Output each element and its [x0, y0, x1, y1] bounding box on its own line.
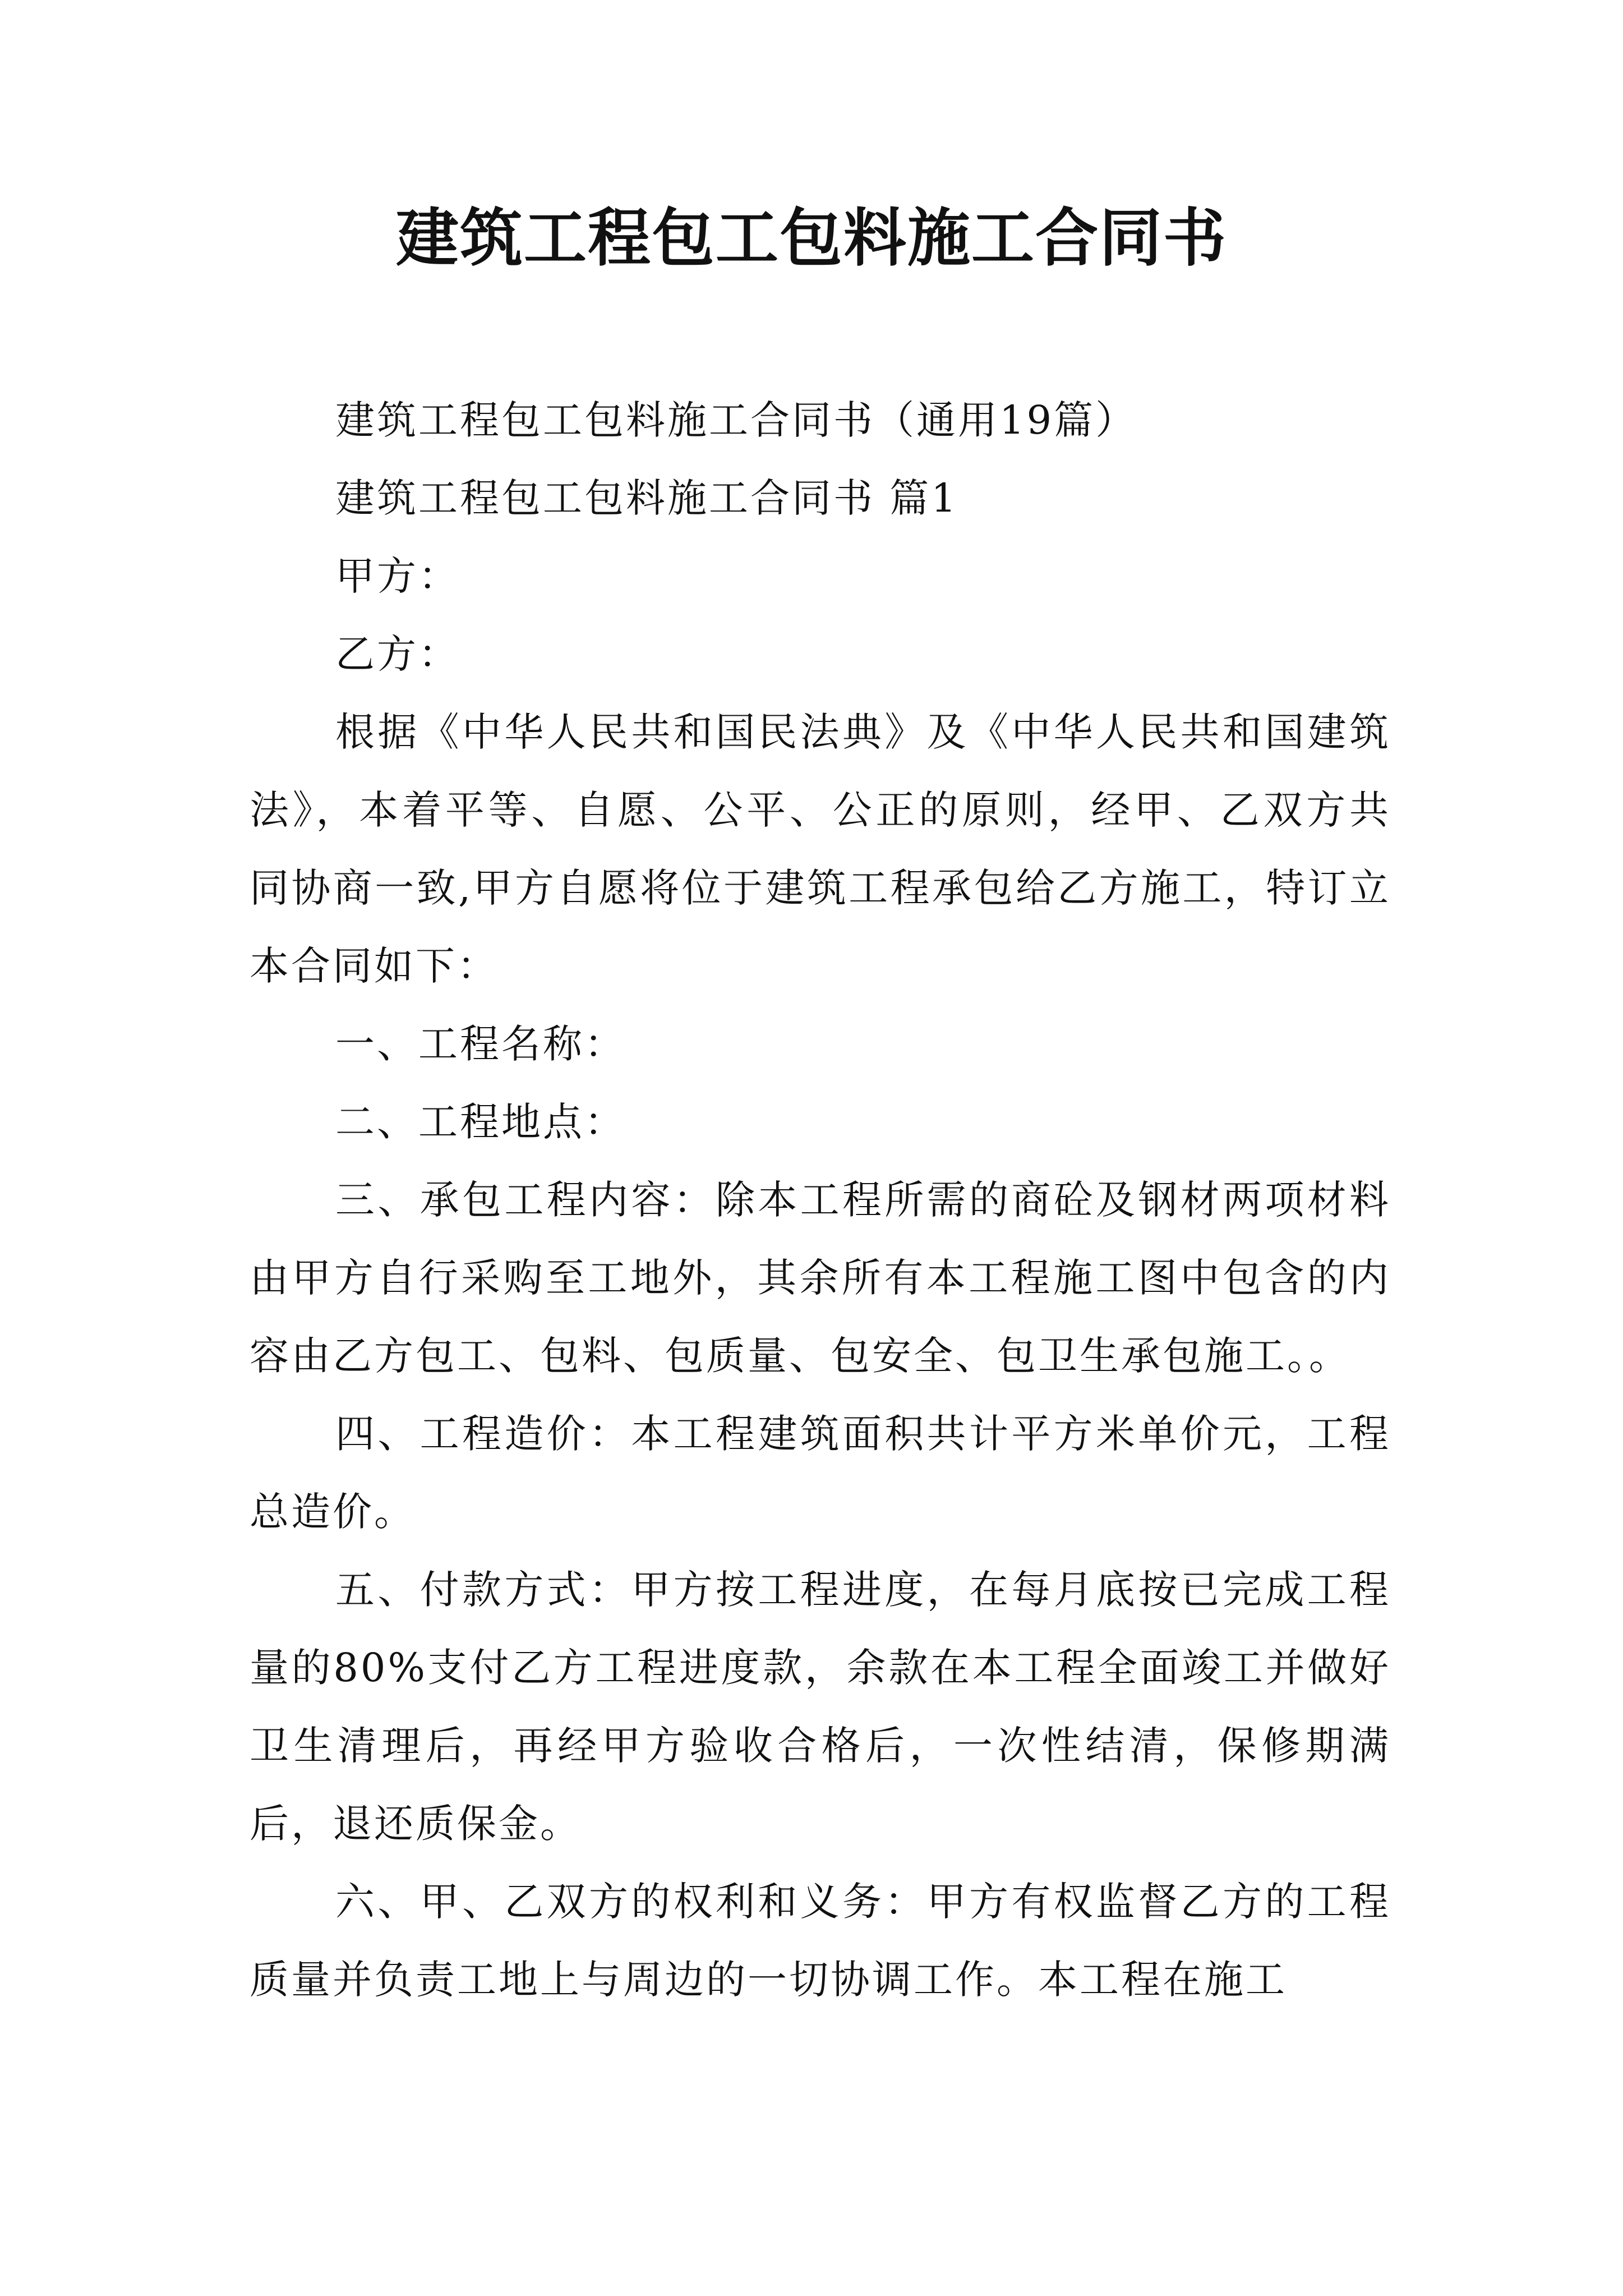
paragraph-scope: 三、承包工程内容：除本工程所需的商砼及钢材两项材料由甲方自行采购至工地外，其余所有本工程施工图中包含的内容由乙方包工、包料、包质量、包安全、包卫生承包施工。。: [250, 1177, 1391, 1379]
paragraph-rights-obligations: 六、甲、乙双方的权利和义务：甲方有权监督乙方的工程质量并负责工地上与周边的一切协调工作。本工程在施工: [250, 1879, 1391, 2003]
paragraph-project-name: 一、工程名称：: [335, 1021, 626, 1067]
paragraph-section-heading: 建筑工程包工包料施工合同书 篇1: [335, 475, 958, 521]
paragraph-party-b: 乙方：: [335, 631, 460, 677]
paragraph-party-a: 甲方：: [335, 553, 460, 599]
paragraph-preamble: 根据《中华人民共和国民法典》及《中华人民共和国建筑法》，本着平等、自愿、公平、公正的原则，经甲、乙双方共同协商一致,甲方自愿将位于建筑工程承包给乙方施工，特订立本合同如下：: [250, 709, 1391, 989]
paragraph-collection-title: 建筑工程包工包料施工合同书（通用19篇）: [335, 397, 1137, 443]
document-title: 建筑工程包工包料施工合同书: [396, 201, 1227, 275]
paragraph-cost: 四、工程造价：本工程建筑面积共计平方米单价元，工程总造价。: [250, 1411, 1391, 1535]
document-body: [250, 381, 1391, 2019]
paragraph-payment: 五、付款方式：甲方按工程进度，在每月底按已完成工程量的80%支付乙方工程进度款，余款在本工程全面竣工并做好卫生清理后，再经甲方验收合格后，一次性结清，保修期满后，退还质保金。: [250, 1567, 1391, 1847]
paragraph-project-location: 二、工程地点：: [335, 1099, 626, 1145]
